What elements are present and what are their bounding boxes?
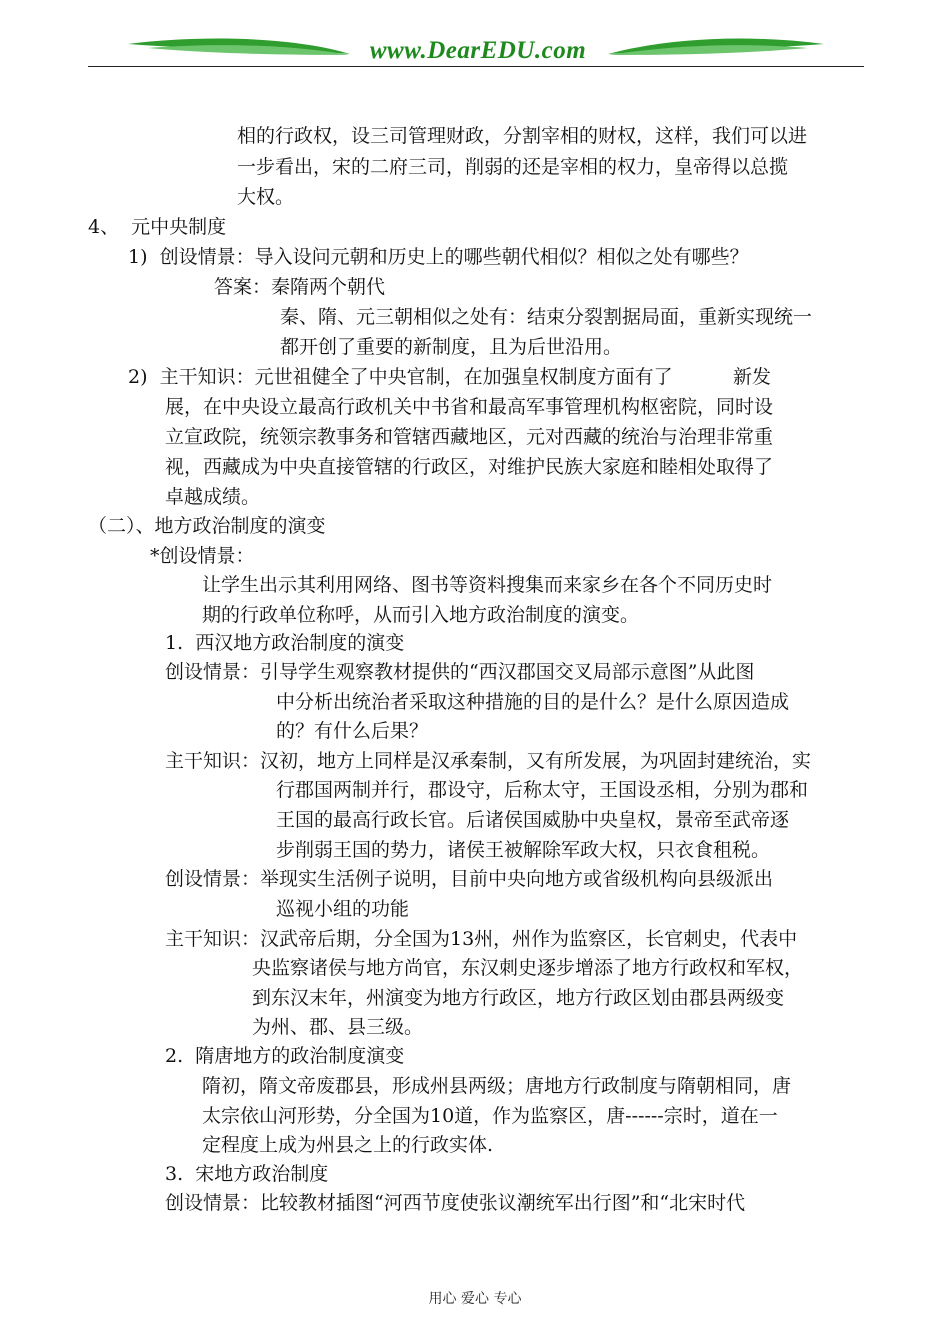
text-line: 太宗依山河形势，分全国为10道，作为监察区，唐------宗时，道在一 (202, 1105, 778, 1127)
text-line: 秦、隋、元三朝相似之处有：结束分裂割据局面，重新实现统一 (280, 306, 813, 328)
text-line: 创设情景：比较教材插图“河西节度使张议潮统军出行图”和“北宋时代 (165, 1192, 746, 1214)
subsection-heading: 3. 宋地方政治制度 (165, 1163, 329, 1185)
header-logo-text: www.DearEDU.com (369, 37, 587, 64)
header-rule (88, 66, 864, 67)
section-heading: 4、 元中央制度 (88, 216, 227, 238)
text-line: 立宣政院，统领宗教事务和管辖西藏地区，元对西藏的统治与治理非常重 (165, 426, 774, 448)
text-line: 行郡国两制并行，郡设守，后称太守，王国设丞相，分别为郡和 (276, 779, 809, 801)
text-line: 定程度上成为州县之上的行政实体. (202, 1134, 494, 1156)
text-line: 卓越成绩。 (165, 486, 261, 508)
text-line: 巡视小组的功能 (276, 898, 410, 920)
text-line: 王国的最高行政长官。后诸侯国威胁中央皇权，景帝至武帝逐 (276, 809, 790, 831)
page-footer: 用心 爱心 专心 (428, 1291, 522, 1307)
text-line: 为州、郡、县三级。 (252, 1016, 424, 1038)
text-line: 一步看出，宋的二府三司，削弱的还是宰相的权力，皇帝得以总揽 (237, 156, 789, 178)
text-line: 中分析出统治者采取这种措施的目的是什么？是什么原因造成 (276, 691, 790, 713)
text-line: 央监察诸侯与地方尚官，东汉刺史逐步增添了地方行政权和军权， (252, 957, 804, 979)
text-line: 期的行政单位称呼，从而引入地方政治制度的演变。 (202, 604, 640, 626)
section-heading: （二）、地方政治制度的演变 (88, 515, 326, 537)
text-line: 展，在中央设立最高行政机关中书省和最高军事管理机构枢密院，同时设 (165, 396, 774, 418)
text-line: 2) 主干知识：元世祖健全了中央官制，在加强皇权制度方面有了 新发 (128, 366, 771, 388)
text-line: 主干知识：汉武帝后期，分全国为13州，州作为监察区，长官刺史，代表中 (165, 928, 798, 950)
text-line: 的？有什么后果？ (276, 720, 429, 742)
text-line: 视，西藏成为中央直接管辖的行政区，对维护民族大家庭和睦相处取得了 (165, 456, 774, 478)
text-line: 1) 创设情景：导入设问元朝和历史上的哪些朝代相似？相似之处有哪些？ (128, 246, 749, 268)
text-line: 隋初，隋文帝废郡县，形成州县两级；唐地方行政制度与隋朝相同，唐 (202, 1075, 792, 1097)
text-line: 答案：秦隋两个朝代 (214, 276, 386, 298)
text-line: 大权。 (237, 186, 295, 208)
text-line: *创设情景： (150, 545, 255, 567)
text-line: 相的行政权，设三司管理财政，分割宰相的财权，这样，我们可以进 (237, 125, 808, 147)
text-line: 创设情景：举现实生活例子说明，目前中央向地方或省级机构向县级派出 (165, 868, 774, 890)
text-line: 让学生出示其利用网络、图书等资料搜集而来家乡在各个不同历史时 (202, 574, 773, 596)
text-line: 主干知识：汉初，地方上同样是汉承秦制，又有所发展，为巩固封建统治，实 (165, 750, 812, 772)
text-line: 都开创了重要的新制度，且为后世沿用。 (280, 336, 623, 358)
text-line: 创设情景：引导学生观察教材提供的“西汉郡国交叉局部示意图”从此图 (165, 661, 755, 683)
subsection-heading: 1. 西汉地方政治制度的演变 (165, 632, 405, 654)
subsection-heading: 2. 隋唐地方的政治制度演变 (165, 1045, 405, 1067)
text-line: 步削弱王国的势力，诸侯王被解除军政大权，只衣食租税。 (276, 839, 771, 861)
text-line: 到东汉末年，州演变为地方行政区，地方行政区划由郡县两级变 (252, 987, 785, 1009)
